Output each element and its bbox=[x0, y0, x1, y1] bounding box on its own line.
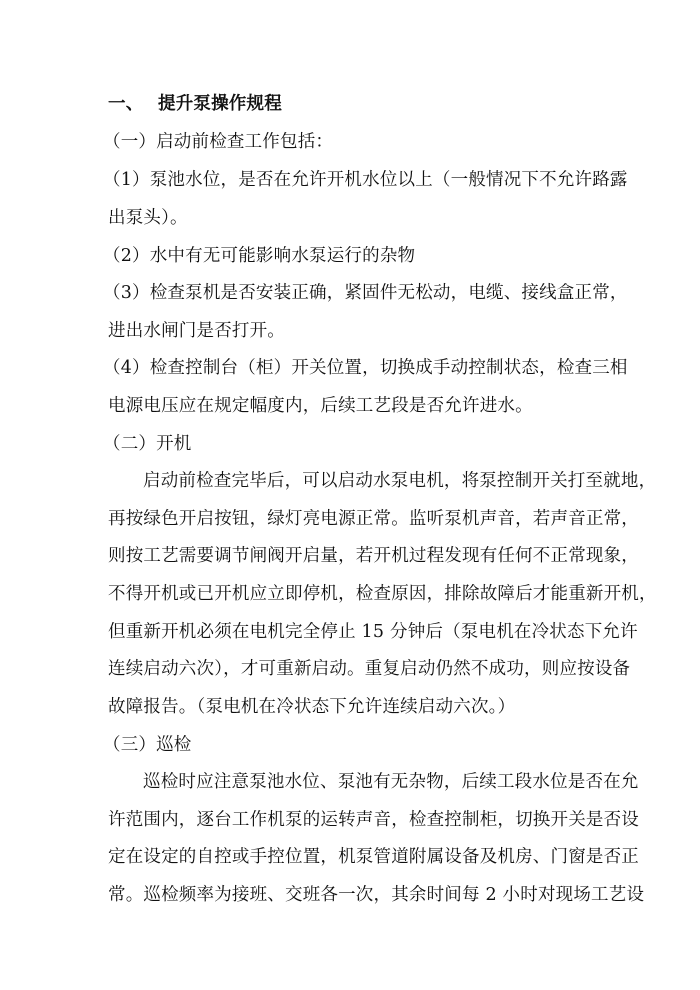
paragraph-line: （1）泵池水位，是否在允许开机水位以上（一般情况下不允许路露 bbox=[103, 170, 628, 190]
paragraph-line: 则按工艺需要调节闸阀开启量，若开机过程发现有任何不正常现象， bbox=[108, 546, 639, 566]
paragraph-line: （3）检查泵机是否安装正确，紧固件无松动，电缆、接线盒正常， bbox=[103, 283, 628, 303]
paragraph-line: （4）检查控制台（柜）开关位置，切换成手动控制状态，检查三相 bbox=[103, 358, 628, 378]
paragraph-line: 出泵头）。 bbox=[108, 208, 188, 228]
paragraph-line: （2）水中有无可能影响水泵运行的杂物 bbox=[103, 246, 416, 266]
subsection-title: （三）巡检 bbox=[103, 735, 192, 755]
paragraph-line: 故障报告。（泵电机在冷状态下允许连续启动六次。） bbox=[108, 697, 516, 717]
paragraph-line: 再按绿色开启按钮，绿灯亮电源正常。监听泵机声音，若声音正常， bbox=[108, 509, 639, 529]
paragraph-line: 定在设定的自控或手控位置，机泵管道附属设备及机房、门窗是否正 bbox=[108, 847, 639, 867]
section-number: 一、 bbox=[108, 94, 144, 114]
subsection-title: （一）启动前检查工作包括： bbox=[103, 132, 334, 152]
paragraph-line: 启动前检查完毕后，可以启动水泵电机，将泵控制开关打至就地， bbox=[143, 471, 657, 491]
paragraph-line: 许范围内，逐台工作机泵的运转声音，检查控制柜，切换开关是否设 bbox=[108, 810, 639, 830]
paragraph-line: 常。巡检频率为接班、交班各一次，其余时间每 2 小时对现场工艺设 bbox=[108, 885, 645, 905]
section-title: 提升泵操作规程 bbox=[158, 94, 282, 114]
paragraph-line: 不得开机或已开机应立即停机，检查原因，排除故障后才能重新开机， bbox=[108, 584, 657, 604]
paragraph-line: 但重新开机必须在电机完全停止 15 分钟后（泵电机在冷状态下允许 bbox=[108, 622, 638, 642]
paragraph-line: 连续启动六次），才可重新启动。重复启动仍然不成功，则应按设备 bbox=[108, 659, 631, 679]
subsection-title: （二）开机 bbox=[103, 434, 192, 454]
paragraph-line: 电源电压应在规定幅度内，后续工艺段是否允许进水。 bbox=[108, 396, 533, 416]
paragraph-line: 巡检时应注意泵池水位、泵池有无杂物，后续工段水位是否在允 bbox=[143, 772, 639, 792]
paragraph-line: 进出水闸门是否打开。 bbox=[108, 321, 285, 341]
